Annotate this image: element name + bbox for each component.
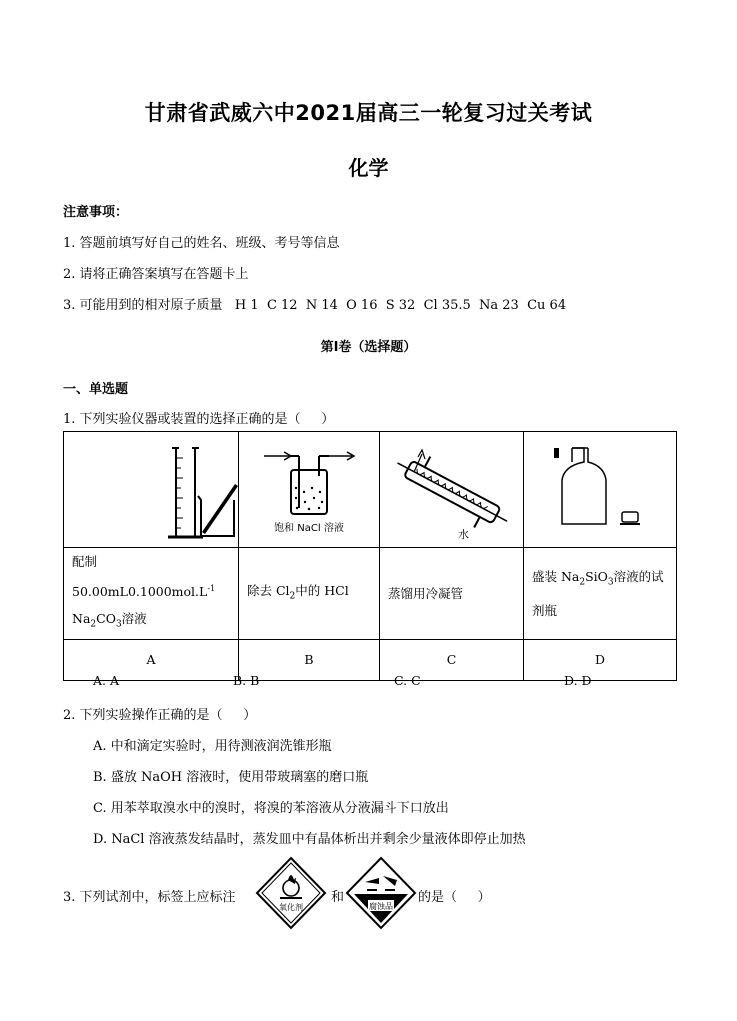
q1-option-c[interactable]: C. C — [394, 673, 421, 688]
notes-item-3: 3. 可能用到的相对原子质量 H 1 C 12 N 14 O 16 S 32 Cl 35.5 Na 23 Cu 64 — [63, 298, 567, 313]
q2-option-b[interactable]: B. 盛放 NaOH 溶液时，使用带玻璃塞的磨口瓶 — [93, 770, 369, 785]
paper-title: 甘肃省武威六中2021届高三一轮复习过关考试 — [144, 101, 593, 125]
gas-washing-bottle-icon — [239, 432, 379, 544]
q2-option-d[interactable]: D. NaCl 溶液蒸发结晶时，蒸发皿中有晶体析出并剩余少量液体即停止加热 — [93, 832, 526, 847]
oxidizer-sign-icon — [255, 856, 327, 930]
q3-stem-post: 的是（ ） — [418, 890, 491, 905]
q1-image-d — [524, 432, 677, 548]
q1-image-c — [380, 432, 524, 548]
q1-letter-d: D — [524, 639, 677, 680]
q1-letter-c: C — [380, 639, 524, 680]
q1-image-b-label: 饱和 NaCl 溶液 — [274, 523, 344, 534]
volume-heading: 第Ⅰ卷（选择题） — [320, 340, 417, 355]
q1-table — [63, 431, 677, 681]
q1-cell-a: 配制 $50.00mL0.1000mol.L^{-1}$ $Na_2CO_3$溶液 — [64, 548, 239, 640]
q1-cell-b: 除去 $Cl_2$中的 HCl — [239, 548, 380, 640]
notes-item-1: 1. 答题前填写好自己的姓名、班级、考号等信息 — [63, 236, 340, 251]
q1-image-a — [64, 432, 239, 548]
q1-option-b[interactable]: B. B — [233, 673, 260, 688]
paper-subject: 化学 — [348, 156, 389, 180]
q1-option-d[interactable]: D. D — [564, 673, 592, 688]
q2-option-a[interactable]: A. 中和滴定实验时，用待测液润洗锥形瓶 — [93, 739, 332, 754]
q2-stem: 2. 下列实验操作正确的是（ ） — [63, 708, 257, 723]
q1-image-c-label: 水 — [458, 528, 469, 541]
q1-cell-d: 盛装 $Na_2SiO_3$溶液的试 剂瓶 — [524, 548, 677, 640]
q1-option-a[interactable]: A. A — [93, 673, 120, 688]
q3-stem-and: 和 — [331, 890, 345, 905]
q1-letter-b: B — [239, 639, 380, 680]
oxidizer-label: 氧化剂 — [279, 903, 303, 912]
section-heading: 一、单选题 — [63, 382, 129, 397]
notes-heading: 注意事项： — [63, 205, 129, 220]
q1-image-b — [239, 432, 380, 548]
q1-cell-c: 蒸馏用冷凝管 — [380, 548, 524, 640]
corrosive-label: 腐蚀品 — [369, 902, 393, 911]
condenser-icon — [380, 432, 523, 544]
graduated-cylinder-and-beaker-icon — [64, 432, 238, 544]
reagent-bottle-icon — [524, 432, 676, 544]
q1-stem: 1. 下列实验仪器或装置的选择正确的是（ ） — [63, 412, 335, 427]
corrosive-sign-icon — [345, 856, 417, 930]
notes-item-2: 2. 请将正确答案填写在答题卡上 — [63, 267, 249, 282]
q2-option-c[interactable]: C. 用苯萃取溴水中的溴时，将溴的苯溶液从分液漏斗下口放出 — [93, 801, 449, 816]
q3-stem-pre: 3. 下列试剂中，标签上应标注 — [63, 890, 236, 905]
q1-letter-a: A — [64, 639, 239, 680]
